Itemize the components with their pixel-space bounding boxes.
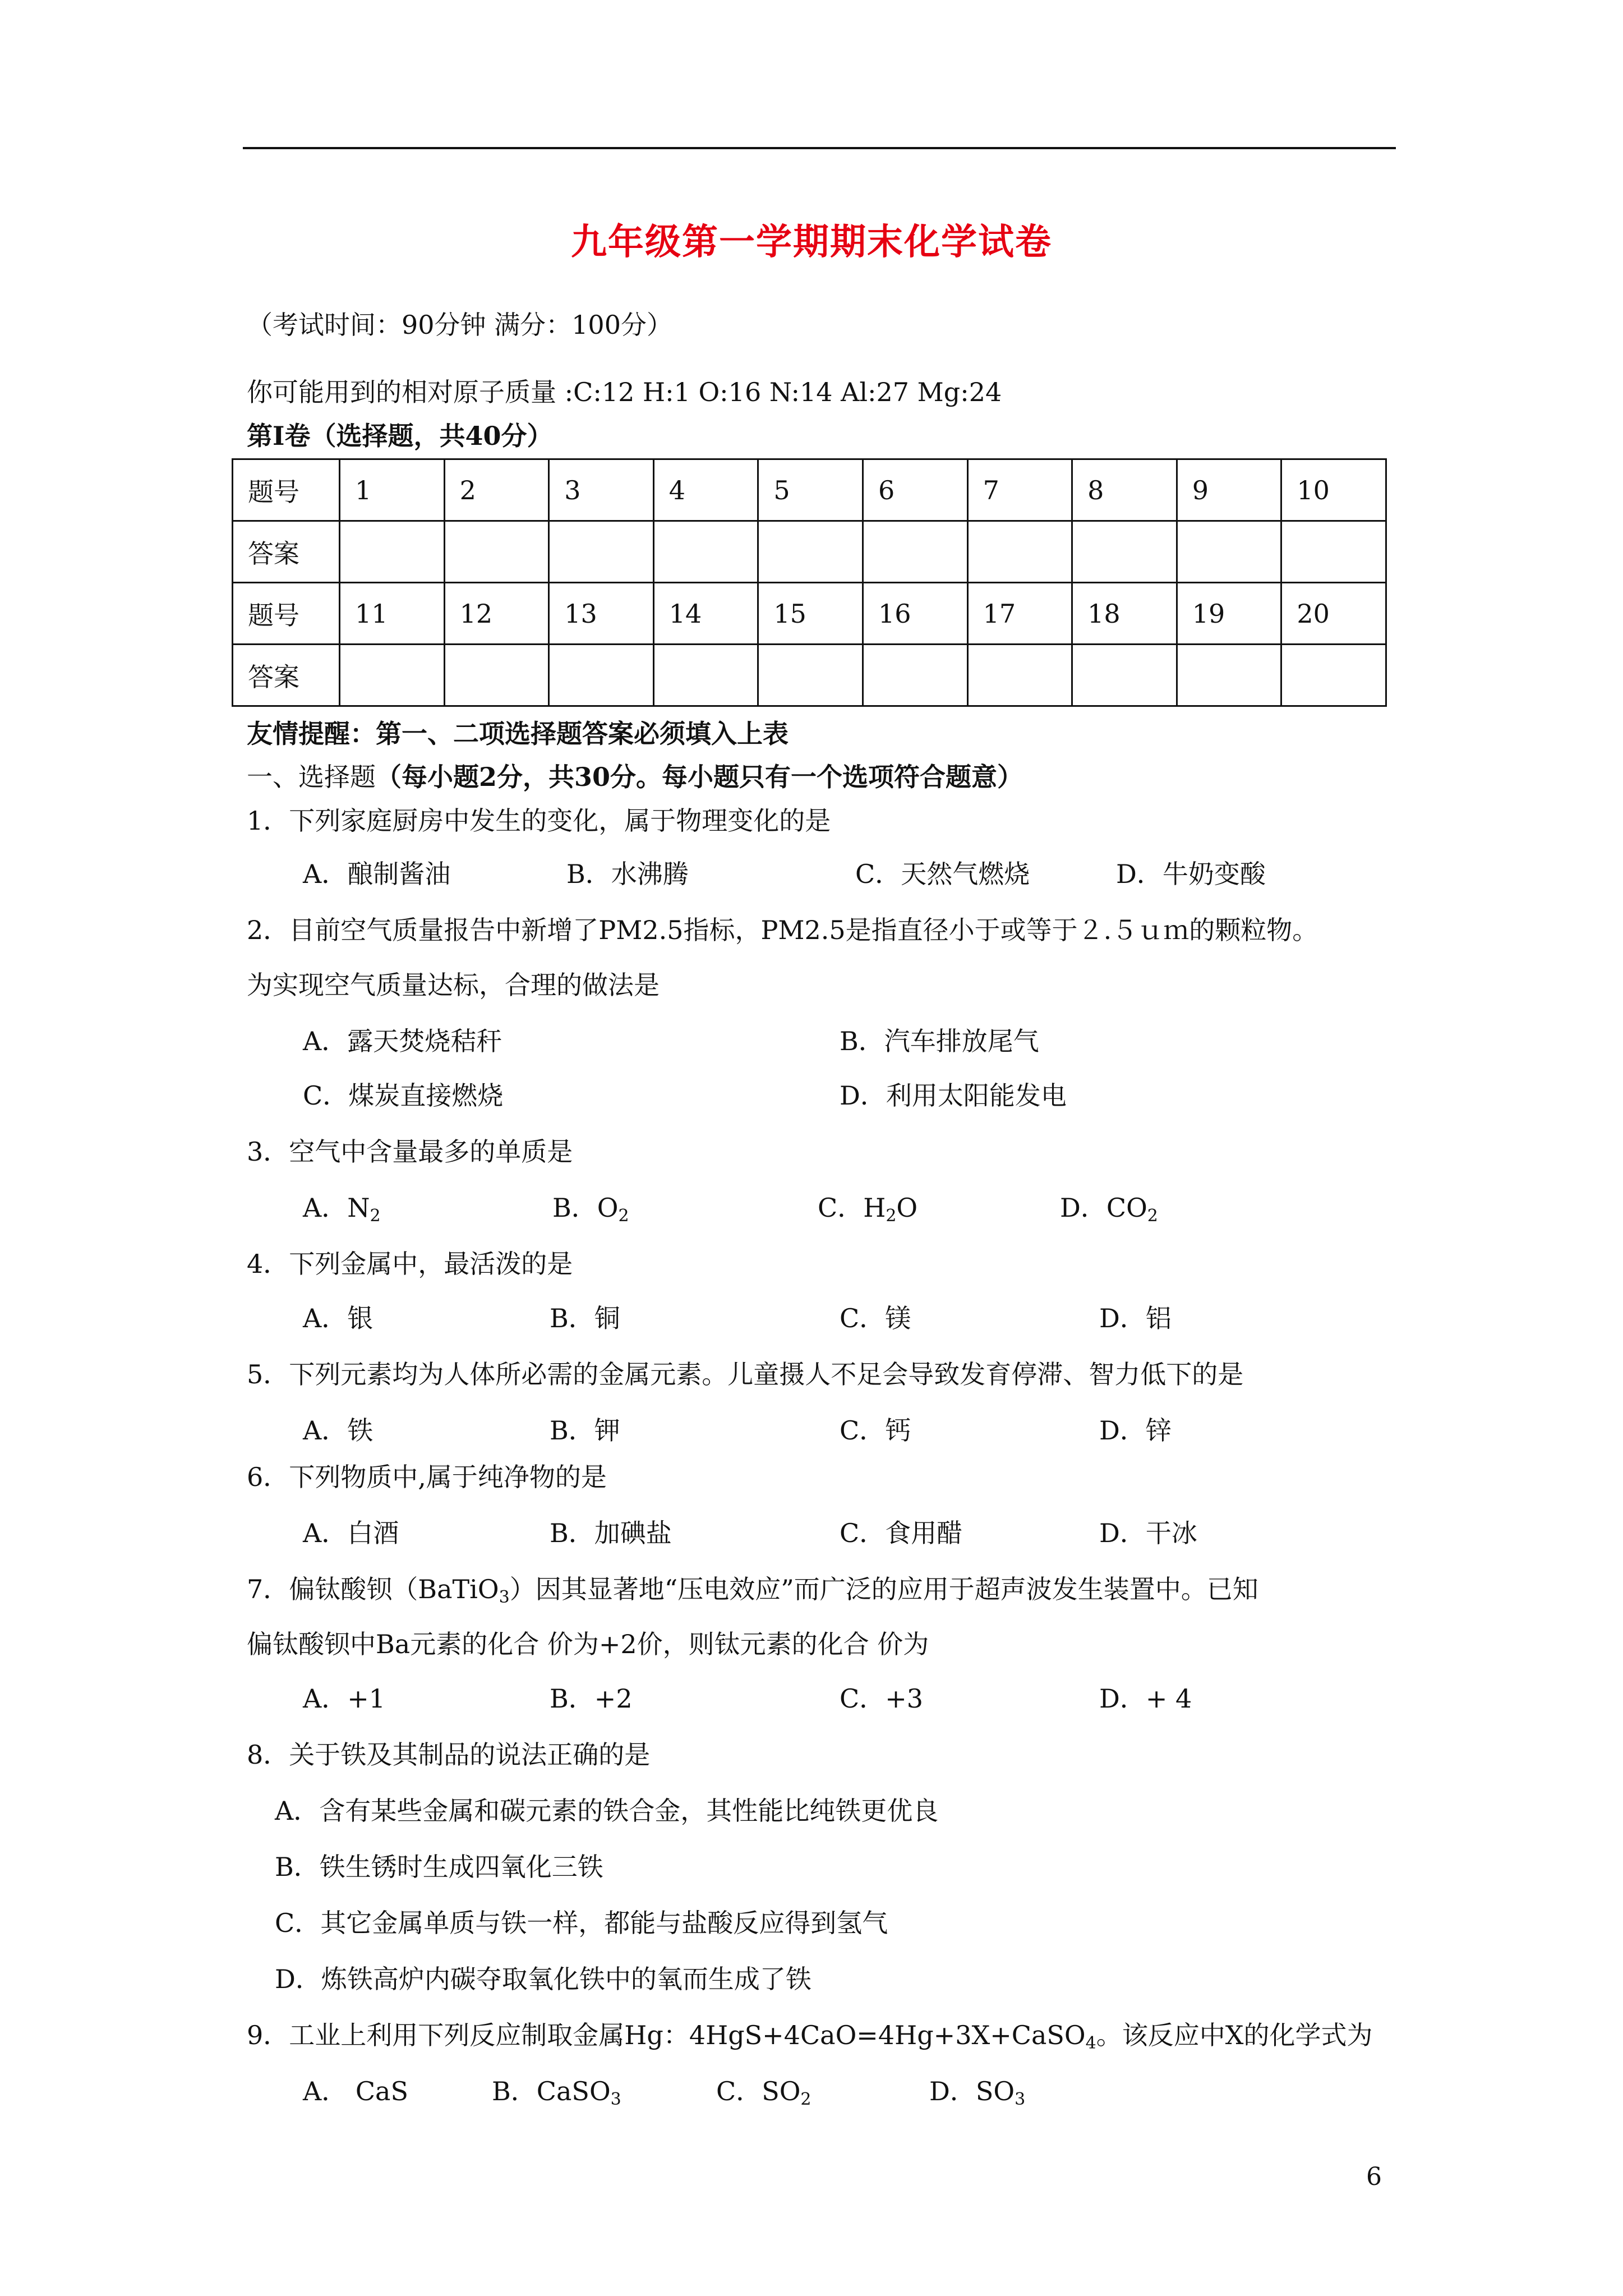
answer-cell[interactable] [758, 645, 863, 706]
option-c: C．钙 [840, 1415, 911, 1446]
answer-cell[interactable] [967, 521, 1072, 583]
option-d: D．炼铁高炉内碳夺取氧化铁中的氧而生成了铁 [275, 1964, 811, 1994]
question-number-cell: 10 [1281, 459, 1386, 521]
option-a: A．银 [303, 1303, 374, 1333]
subscript: 2 [800, 2090, 811, 2109]
question-number-cell: 19 [1177, 583, 1281, 645]
subscript: 3 [1015, 2090, 1026, 2109]
stem-text-post: ）因其显著地“压电效应”而广泛的应用于超声波发生装置中。已知 [509, 1574, 1258, 1604]
section-prefix: 一、选择题 [247, 762, 376, 792]
question-number-cell: 6 [863, 459, 967, 521]
answer-cell[interactable] [967, 645, 1072, 706]
question-number-cell: 15 [758, 583, 863, 645]
question-number-cell: 12 [444, 583, 549, 645]
option-a-text: A．N [303, 1193, 370, 1223]
answer-cell[interactable] [340, 645, 445, 706]
option-c: C．食用醋 [840, 1518, 963, 1548]
option-b-text: B．CaSO [492, 2076, 611, 2106]
table-row [233, 583, 1386, 645]
option-c [716, 2076, 811, 2109]
subscript: 2 [886, 1206, 897, 1226]
option-b: B．铁生锈时生成四氧化三铁 [275, 1852, 603, 1882]
option-c: C．+3 [840, 1683, 924, 1714]
part1-heading: 第Ⅰ卷（选择题，共40分） [247, 421, 553, 451]
option-a: A．含有某些金属和碳元素的铁合金，其性能比纯铁更优良 [275, 1796, 939, 1826]
option-b [552, 1193, 629, 1226]
answer-cell[interactable] [863, 521, 967, 583]
row-label: 题号 [233, 459, 340, 521]
option-d: D．铝 [1099, 1303, 1172, 1333]
question-stem: 3．空气中含量最多的单质是 [247, 1137, 573, 1167]
subscript: 2 [1147, 1206, 1158, 1226]
question-number-cell: 2 [444, 459, 549, 521]
question-number-cell: 9 [1177, 459, 1281, 521]
question-number-cell: 7 [967, 459, 1072, 521]
option-d-text: D．CO [1060, 1193, 1147, 1223]
option-d: D．牛奶变酸 [1116, 859, 1266, 889]
answer-cell[interactable] [444, 521, 549, 583]
option-a: A．铁 [303, 1415, 374, 1446]
row-label: 答案 [233, 521, 340, 583]
option-c [818, 1193, 918, 1226]
option-d: D．利用太阳能发电 [840, 1080, 1067, 1111]
atomic-masses: 你可能用到的相对原子质量 :C:12 H:1 O:16 N:14 Al:27 Mg:24 [247, 377, 1002, 407]
section-rule: （每小题2分，共30分。每小题只有一个选项符合题意） [376, 762, 1023, 792]
answer-table [232, 458, 1387, 707]
option-c: C．镁 [840, 1303, 911, 1333]
option-a: A． CaS [303, 2076, 408, 2106]
answer-cell[interactable] [1281, 645, 1386, 706]
option-a: A．露天焚烧秸秆 [303, 1026, 502, 1056]
option-b: B．+2 [550, 1683, 633, 1714]
stem-text: 9．工业上利用下列反应制取金属Hg：4HgS+4CaO=4Hg+3X+CaSO [247, 2020, 1086, 2050]
answer-cell[interactable] [758, 521, 863, 583]
answer-cell[interactable] [653, 521, 758, 583]
option-b: B．加碘盐 [550, 1518, 672, 1548]
table-row [233, 521, 1386, 583]
question-stem [247, 2020, 1373, 2053]
answer-cell[interactable] [549, 521, 654, 583]
option-d: D．+ 4 [1099, 1683, 1192, 1714]
question-stem-cont: 偏钛酸钡中Ba元素的化合 价为+2价，则钛元素的化合 价为 [247, 1629, 929, 1659]
option-b [492, 2076, 621, 2109]
option-c-text-post: O [896, 1193, 918, 1223]
answer-cell[interactable] [1177, 645, 1281, 706]
header-rule [243, 147, 1396, 149]
answer-cell[interactable] [340, 521, 445, 583]
option-d-text: D．SO [929, 2076, 1015, 2106]
exam-info: （考试时间：90分钟 满分：100分） [247, 310, 672, 340]
question-number-cell: 11 [340, 583, 445, 645]
option-c-text: C．H [818, 1193, 886, 1223]
option-b: B．钾 [550, 1415, 620, 1446]
question-stem: 6．下列物质中,属于纯净物的是 [247, 1462, 607, 1492]
answer-cell[interactable] [863, 645, 967, 706]
reminder-note: 友情提醒：第一、二项选择题答案必须填入上表 [247, 719, 789, 749]
option-c: C．其它金属单质与铁一样，都能与盐酸反应得到氢气 [275, 1908, 888, 1938]
stem-text: 7．偏钛酸钡（BaTiO [247, 1574, 499, 1604]
option-a [303, 1193, 381, 1226]
question-number-cell: 13 [549, 583, 654, 645]
question-number-cell: 17 [967, 583, 1072, 645]
question-number-cell: 18 [1072, 583, 1177, 645]
row-label: 答案 [233, 645, 340, 706]
option-a: A．酿制酱油 [303, 859, 451, 889]
section-heading [247, 764, 1023, 790]
question-stem: 5．下列元素均为人体所必需的金属元素。儿童摄人不足会导致发育停滞、智力低下的是 [247, 1359, 1244, 1389]
question-number-cell: 4 [653, 459, 758, 521]
answer-cell[interactable] [653, 645, 758, 706]
question-number-cell: 1 [340, 459, 445, 521]
answer-cell[interactable] [444, 645, 549, 706]
subscript: 3 [499, 1588, 510, 1607]
option-b: B．汽车排放尾气 [840, 1026, 1039, 1056]
question-number-cell: 16 [863, 583, 967, 645]
question-stem: 4．下列金属中，最活泼的是 [247, 1249, 573, 1279]
option-c-text: C．SO [716, 2076, 801, 2106]
answer-cell[interactable] [1177, 521, 1281, 583]
option-d: D．干冰 [1099, 1518, 1197, 1548]
option-a: A．白酒 [303, 1518, 399, 1548]
option-b-text: B．O [552, 1193, 619, 1223]
question-number-cell: 8 [1072, 459, 1177, 521]
page-number: 6 [1366, 2162, 1382, 2191]
option-c: C．天然气燃烧 [855, 859, 1030, 889]
question-stem [247, 1574, 1258, 1607]
subscript: 4 [1085, 2033, 1096, 2053]
answer-cell[interactable] [1072, 521, 1177, 583]
subscript: 3 [610, 2090, 621, 2109]
option-c: C．煤炭直接燃烧 [303, 1080, 504, 1111]
question-stem-cont: 为实现空气质量达标，合理的做法是 [247, 970, 660, 1000]
question-stem: 8．关于铁及其制品的说法正确的是 [247, 1740, 651, 1770]
row-label: 题号 [233, 583, 340, 645]
subscript: 2 [618, 1206, 629, 1226]
question-number-cell: 5 [758, 459, 863, 521]
answer-cell[interactable] [549, 645, 654, 706]
page-title: 九年级第一学期期末化学试卷 [571, 221, 1052, 263]
answer-cell[interactable] [1281, 521, 1386, 583]
question-number-cell: 20 [1281, 583, 1386, 645]
question-number-cell: 14 [653, 583, 758, 645]
option-a: A．+1 [303, 1683, 386, 1714]
table-row [233, 459, 1386, 521]
answer-cell[interactable] [1072, 645, 1177, 706]
option-b: B．铜 [550, 1303, 620, 1333]
stem-text-post: 。该反应中X的化学式为 [1096, 2020, 1373, 2050]
option-b: B．水沸腾 [566, 859, 689, 889]
question-stem: 1．下列家庭厨房中发生的变化，属于物理变化的是 [247, 806, 831, 836]
question-stem: 2．目前空气质量报告中新增了PM2.5指标，PM2.5是指直径小于或等于２.５ｕｍ的颗粒物。 [247, 915, 1318, 945]
question-number-cell: 3 [549, 459, 654, 521]
subscript: 2 [370, 1206, 381, 1226]
option-d [929, 2076, 1026, 2109]
option-d [1060, 1193, 1158, 1226]
option-d: D．锌 [1099, 1415, 1172, 1446]
table-row [233, 645, 1386, 706]
